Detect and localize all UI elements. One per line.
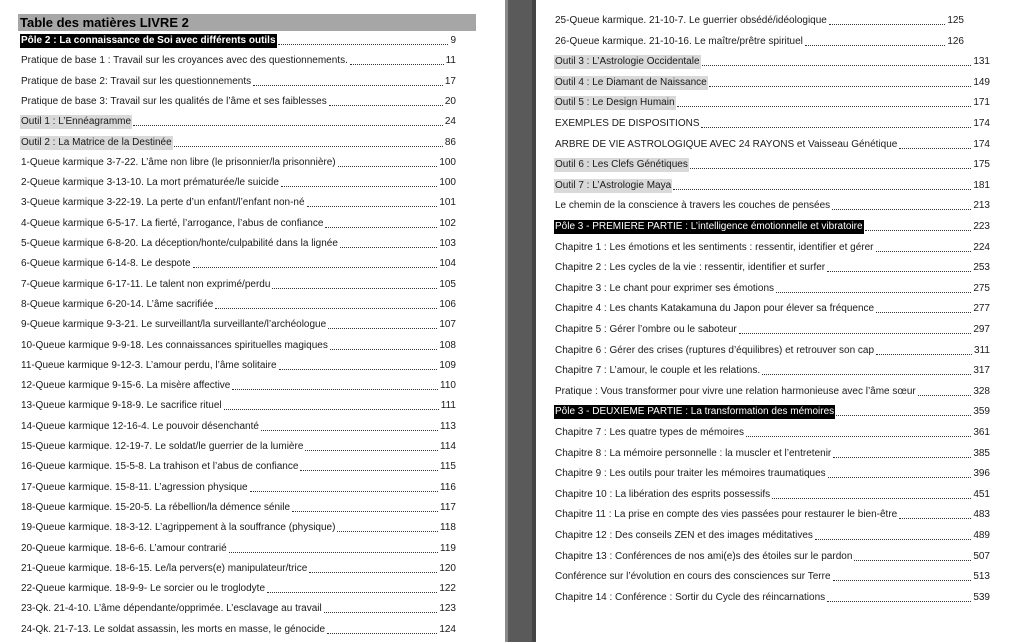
page-shadow-left (505, 0, 508, 642)
toc-entry-page: 102 (439, 217, 456, 229)
toc-entry[interactable] (20, 477, 456, 495)
toc-entry[interactable] (20, 172, 456, 190)
toc-title: Table des matières LIVRE 2 (18, 14, 476, 31)
toc-entry[interactable] (20, 456, 456, 474)
toc-entry-page: 111 (440, 400, 456, 412)
toc-dot-leader (279, 368, 438, 370)
toc-entry[interactable] (554, 463, 990, 481)
toc-entry-title: 7-Queue karmique 6-17-11. Le talent non exprimé/perdu (21, 278, 271, 290)
toc-entry-title: Chapitre 7 : L’amour, le couple et les relations. (555, 365, 761, 377)
toc-dot-leader (340, 246, 437, 248)
toc-dot-leader (832, 208, 971, 210)
toc-entry-page: 9 (450, 35, 456, 46)
toc-entry-title: Outil 7 : L’Astrologie Maya (555, 179, 672, 191)
toc-dot-leader (325, 226, 437, 228)
toc-entry-title: Pratique de base 1 : Travail sur les croyances avec des questionnements. (21, 55, 348, 67)
toc-entry-title: Chapitre 12 : Des conseils ZEN et des images méditatives (555, 530, 813, 541)
toc-entry[interactable] (554, 278, 990, 296)
toc-dot-leader (337, 530, 438, 532)
toc-entry[interactable] (20, 335, 456, 353)
toc-entry-title: Chapitre 8 : La mémoire personnelle : la muscler et l’entretenir (555, 447, 832, 459)
toc-entry[interactable] (20, 30, 456, 48)
toc-entry-page: 149 (973, 76, 990, 88)
toc-entry[interactable] (20, 253, 456, 271)
toc-entry-title: 24-Qk. 21-7-13. Le soldat assassin, les morts en masse, le génocide (21, 623, 326, 635)
toc-entry-title: 5-Queue karmique 6-8-20. La déception/honte/culpabilité dans la lignée (21, 238, 338, 249)
toc-entry[interactable] (554, 525, 990, 543)
toc-entry[interactable] (554, 72, 990, 90)
toc-entry-page: 124 (439, 623, 456, 635)
toc-entry[interactable] (554, 134, 990, 152)
toc-dot-leader (328, 327, 437, 329)
toc-entry-page: 120 (439, 562, 456, 574)
toc-dot-leader (876, 250, 972, 252)
toc-entry-title: Pratique de base 3: Travail sur les qualités de l’âme et ses faiblesses (21, 95, 327, 107)
toc-entry[interactable] (554, 113, 990, 131)
toc-dot-leader (899, 147, 971, 149)
toc-entry-title: Pôle 2 : La connaissance de Soi avec différents outils (21, 35, 276, 46)
toc-dot-leader (690, 167, 971, 169)
toc-entry[interactable] (20, 233, 456, 251)
toc-entry-page: 117 (440, 501, 456, 513)
toc-entry-page: 115 (440, 461, 456, 473)
toc-entry-title: Chapitre 7 : Les quatre types de mémoires (555, 427, 744, 438)
toc-entry-title: Pôle 3 - DEUXIEME PARTIE : La transformation des mémoires (555, 406, 835, 418)
toc-dot-leader (918, 394, 972, 396)
toc-entry[interactable] (20, 294, 456, 312)
toc-entry[interactable] (20, 619, 456, 637)
toc-entry[interactable] (554, 546, 990, 564)
toc-dot-leader (805, 44, 945, 46)
toc-entry[interactable] (20, 517, 456, 535)
toc-entry[interactable] (554, 340, 990, 358)
toc-dot-leader (278, 43, 449, 45)
toc-entry-title: 21-Queue karmique. 18-6-15. Le/la pervers(e) manipulateur/trice (21, 562, 308, 574)
toc-dot-leader (229, 551, 438, 553)
toc-entry-title: 15-Queue karmique. 12-19-7. Le soldat/le guerrier de la lumière (21, 441, 304, 452)
toc-entry-title: Pratique de base 2: Travail sur les questionnements (21, 75, 252, 87)
toc-entry[interactable] (554, 360, 990, 378)
toc-entry-page: 101 (439, 197, 456, 209)
toc-entry[interactable] (554, 237, 990, 255)
toc-entry[interactable] (20, 538, 456, 556)
toc-entry-page: 359 (973, 406, 990, 418)
toc-entry-page: 171 (973, 97, 990, 109)
toc-entry-page: 113 (440, 420, 456, 432)
toc-entry-title: EXEMPLES DE DISPOSITIONS (555, 118, 700, 129)
toc-entry-page: 385 (973, 447, 990, 459)
toc-entry-title: Outil 3 : L’Astrologie Occidentale (555, 56, 700, 68)
toc-entry-title: 13-Queue karmique 9-18-9. Le sacrifice rituel (21, 400, 222, 412)
toc-dot-leader (876, 353, 972, 355)
toc-dot-leader (833, 579, 972, 581)
toc-entry[interactable] (554, 422, 990, 440)
toc-entry-title: Pôle 3 - PREMIERE PARTIE : L’intelligence émotionnelle et vibratoire (555, 221, 863, 232)
toc-entry[interactable] (20, 578, 456, 596)
toc-entry-title: Chapitre 14 : Conférence : Sortir du Cycle des réincarnations (555, 591, 826, 603)
toc-entry[interactable] (554, 92, 990, 110)
toc-entry-page: 100 (439, 177, 456, 189)
toc-dot-leader (702, 64, 972, 66)
toc-dot-leader (193, 266, 438, 268)
toc-dot-leader (250, 490, 438, 492)
toc-entry-page: 109 (439, 359, 456, 371)
toc-dot-leader (833, 456, 971, 458)
toc-entry-page: 175 (973, 159, 990, 171)
toc-dot-leader (253, 84, 443, 86)
toc-entry-title: 17-Queue karmique. 15-8-11. L’agression physique (21, 481, 248, 493)
left-page (0, 0, 505, 642)
toc-entry-title: Pratique : Vous transformer pour vivre une relation harmonieuse avec l’âme sœur (555, 385, 916, 397)
toc-entry-page: 297 (973, 324, 990, 335)
toc-entry-page: 224 (973, 241, 990, 253)
toc-entry-title: Chapitre 10 : La libération des esprits possessifs (555, 488, 771, 500)
toc-entry-title: ARBRE DE VIE ASTROLOGIQUE AVEC 24 RAYONS et Vaisseau Génétique (555, 138, 898, 150)
toc-entry-page: 396 (973, 468, 990, 480)
toc-dot-leader (272, 287, 437, 289)
toc-dot-leader (261, 429, 438, 431)
toc-entry-page: 11 (445, 55, 456, 67)
toc-dot-leader (224, 408, 439, 410)
toc-entry-page: 489 (973, 530, 990, 541)
toc-entry-page: 122 (439, 583, 456, 595)
toc-entry-title: Outil 2 : La Matrice de la Destinée (21, 136, 172, 148)
toc-entry[interactable] (20, 355, 456, 373)
toc-entry-page: 106 (439, 298, 456, 310)
toc-entry-title: Chapitre 9 : Les outils pour traiter les mémoires traumatiques (555, 468, 826, 480)
toc-entry-title: 6-Queue karmique 6-14-8. Le despote (21, 258, 191, 270)
toc-dot-leader (309, 571, 437, 573)
toc-entry-title: 10-Queue karmique 9-9-18. Les connaissances spirituelles magiques (21, 339, 328, 351)
toc-entry-title: Chapitre 4 : Les chants Katakamuna du Japon pour élever sa fréquence (555, 303, 875, 315)
toc-dot-leader (215, 307, 437, 309)
toc-entry-page: 105 (439, 278, 456, 290)
toc-entry-page: 451 (973, 488, 990, 500)
toc-entry-page: 361 (973, 427, 990, 438)
toc-entry-title: Chapitre 11 : La prise en compte des vies passées pour restaurer le bien-être (555, 509, 898, 521)
toc-entry-title: 11-Queue karmique 9-12-3. L’amour perdu, l’âme solitaire (21, 359, 277, 371)
toc-dot-leader (324, 611, 438, 613)
toc-entry-page: 107 (439, 319, 456, 331)
toc-entry-page: 104 (439, 258, 456, 270)
toc-entry-page: 539 (973, 591, 990, 603)
toc-entry[interactable] (554, 31, 964, 49)
toc-entry-page: 103 (439, 238, 456, 249)
toc-dot-leader (673, 188, 971, 190)
toc-entry-title: 14-Queue karmique 12-16-4. Le pouvoir désenchanté (21, 420, 259, 432)
toc-entry-title: Chapitre 5 : Gérer l’ombre ou le saboteur (555, 324, 737, 335)
toc-dot-leader (865, 229, 972, 231)
toc-entry[interactable] (20, 213, 456, 231)
toc-entry-title: 8-Queue karmique 6-20-14. L’âme sacrifiée (21, 298, 214, 310)
toc-dot-leader (174, 145, 443, 147)
right-page (536, 0, 1024, 642)
toc-dot-leader (827, 600, 971, 602)
toc-entry[interactable] (554, 216, 990, 234)
toc-entry-page: 277 (973, 303, 990, 315)
toc-entry[interactable] (20, 558, 456, 576)
toc-entry[interactable] (20, 375, 456, 393)
toc-entry-page: 253 (973, 262, 990, 274)
toc-dot-leader (815, 538, 971, 540)
toc-entry[interactable] (20, 132, 456, 150)
toc-entry[interactable] (20, 598, 456, 616)
toc-entry[interactable] (20, 274, 456, 292)
toc-entry-title: Outil 1 : L’Ennéagramme (21, 116, 132, 128)
toc-entry-title: Chapitre 1 : Les émotions et les sentiments : ressentir, identifier et gérer (555, 241, 874, 253)
toc-entry-title: 23-Qk. 21-4-10. L’âme dépendante/opprimée. L’esclavage au travail (21, 603, 322, 615)
toc-entry[interactable] (20, 497, 456, 515)
toc-entry-page: 328 (973, 385, 990, 397)
toc-entry-title: Le chemin de la conscience à travers les couches de pensées (555, 200, 831, 212)
toc-entry-title: 22-Queue karmique. 18-9-9- Le sorcier ou le troglodyte (21, 583, 266, 595)
toc-entry-title: 26-Queue karmique. 21-10-16. Le maître/prêtre spirituel (555, 35, 803, 47)
toc-dot-leader (827, 270, 971, 272)
toc-entry-title: Conférence sur l’évolution en cours des consciences sur Terre (555, 571, 831, 583)
toc-entry[interactable] (554, 443, 990, 461)
toc-entry-title: Chapitre 2 : Les cycles de la vie : ressentir, identifier et surfer (555, 262, 826, 274)
toc-entry-title: 2-Queue karmique 3-13-10. La mort prématurée/le suicide (21, 177, 279, 189)
toc-entry-title: Outil 4 : Le Diamant de Naissance (555, 76, 707, 88)
toc-entry-title: 20-Queue karmique. 18-6-6. L’amour contrarié (21, 542, 227, 554)
toc-entry-page: 275 (973, 282, 990, 294)
toc-entry-title: Chapitre 6 : Gérer des crises (ruptures d’équilibres) et retrouver son cap (555, 344, 875, 356)
toc-entry-page: 317 (973, 365, 990, 377)
toc-dot-leader (746, 435, 971, 437)
toc-entry-title: Outil 6 : Les Clefs Génétiques (555, 159, 688, 171)
toc-dot-leader (772, 497, 971, 499)
toc-dot-leader (327, 632, 437, 634)
toc-entry[interactable] (554, 401, 990, 419)
toc-entry[interactable] (20, 111, 456, 129)
toc-dot-leader (305, 449, 438, 451)
toc-entry-page: 181 (973, 179, 990, 191)
toc-entry[interactable] (20, 395, 456, 413)
toc-entry-page: 17 (444, 75, 456, 87)
toc-entry[interactable] (20, 416, 456, 434)
toc-entry[interactable] (20, 152, 456, 170)
toc-entry-page: 100 (439, 156, 456, 168)
toc-dot-leader (330, 348, 437, 350)
toc-dot-leader (899, 517, 971, 519)
toc-entry[interactable] (554, 298, 990, 316)
toc-entry-page: 86 (444, 136, 456, 148)
toc-entry-title: 3-Queue karmique 3-22-19. La perte d’un enfant/l’enfant non-né (21, 197, 305, 209)
toc-entry-title: 25-Queue karmique. 21-10-7. Le guerrier obsédé/idéologique (555, 15, 827, 26)
toc-entry[interactable] (20, 314, 456, 332)
toc-entry-page: 213 (973, 200, 990, 212)
toc-entry-page: 118 (440, 522, 456, 534)
toc-entry[interactable] (20, 192, 456, 210)
toc-entry[interactable] (20, 91, 456, 109)
toc-entry[interactable] (554, 195, 990, 213)
toc-entry-page: 507 (973, 550, 990, 562)
toc-dot-leader (350, 63, 444, 65)
toc-entry-page: 123 (439, 603, 456, 615)
toc-dot-leader (677, 105, 972, 107)
toc-entry[interactable] (20, 71, 456, 89)
toc-entry[interactable] (554, 566, 990, 584)
toc-entry-page: 223 (973, 221, 990, 232)
toc-entry-page: 20 (444, 95, 456, 107)
toc-dot-leader (739, 332, 972, 334)
toc-entry-title: 16-Queue karmique. 15-5-8. La trahison et l’abus de confiance (21, 461, 299, 473)
toc-entry[interactable] (554, 587, 990, 605)
toc-entry-title: 19-Queue karmique. 18-3-12. L’agrippement à la souffrance (physique) (21, 522, 336, 534)
toc-dot-leader (329, 104, 443, 106)
toc-entry-title: 18-Queue karmique. 15-20-5. La rébellion/la démence sénile (21, 501, 291, 513)
toc-dot-leader (292, 510, 438, 512)
toc-dot-leader (232, 388, 438, 390)
toc-dot-leader (701, 126, 971, 128)
toc-entry[interactable] (554, 257, 990, 275)
toc-dot-leader (338, 165, 438, 167)
toc-entry-page: 114 (440, 441, 456, 452)
toc-entry-title: 4-Queue karmique 6-5-17. La fierté, l’arrogance, l’abus de confiance (21, 217, 324, 229)
toc-entry[interactable] (554, 319, 990, 337)
toc-entry-page: 174 (973, 118, 990, 129)
toc-entry[interactable] (20, 50, 456, 68)
toc-dot-leader (307, 205, 438, 207)
toc-dot-leader (776, 291, 971, 293)
toc-dot-leader (133, 124, 443, 126)
toc-dot-leader (267, 591, 437, 593)
toc-entry-page: 311 (974, 344, 990, 356)
toc-dot-leader (709, 85, 972, 87)
toc-entry[interactable] (554, 175, 990, 193)
toc-entry-page: 126 (947, 35, 964, 47)
toc-entry-title: Chapitre 3 : Le chant pour exprimer ses émotions (555, 282, 774, 294)
toc-dot-leader (876, 311, 971, 313)
toc-entry-page: 131 (973, 56, 990, 68)
toc-entry[interactable] (554, 10, 964, 28)
toc-entry-page: 125 (947, 15, 964, 26)
toc-entry[interactable] (554, 381, 990, 399)
toc-dot-leader (854, 559, 971, 561)
toc-entry-title: 12-Queue karmique 9-15-6. La misère affective (21, 380, 231, 392)
toc-entry-page: 174 (973, 138, 990, 150)
toc-entry-page: 483 (973, 509, 990, 521)
toc-entry[interactable] (20, 436, 456, 454)
toc-entry-page: 108 (439, 339, 456, 351)
toc-dot-leader (828, 476, 972, 478)
toc-entry-page: 24 (444, 116, 456, 128)
toc-entry[interactable] (554, 484, 990, 502)
toc-dot-leader (762, 373, 971, 375)
toc-entry[interactable] (554, 154, 990, 172)
toc-entry-page: 110 (440, 380, 456, 392)
toc-entry-title: Outil 5 : Le Design Humain (555, 97, 675, 109)
toc-dot-leader (300, 469, 438, 471)
toc-entry-title: 1-Queue karmique 3-7-22. L’âme non libre (le prisonnier/la prisonnière) (21, 156, 336, 168)
toc-entry-title: Chapitre 13 : Conférences de nos ami(e)s des étoiles sur le pardon (555, 550, 853, 562)
toc-entry-page: 119 (440, 542, 456, 554)
toc-entry-page: 513 (973, 571, 990, 583)
toc-dot-leader (281, 185, 437, 187)
toc-entry-title: 9-Queue karmique 9-3-21. Le surveillant/la surveillante/l’archéologue (21, 319, 327, 331)
toc-entry[interactable] (554, 504, 990, 522)
toc-dot-leader (836, 414, 971, 416)
toc-entry[interactable] (554, 51, 990, 69)
toc-dot-leader (829, 23, 945, 25)
toc-entry-page: 116 (440, 481, 456, 493)
